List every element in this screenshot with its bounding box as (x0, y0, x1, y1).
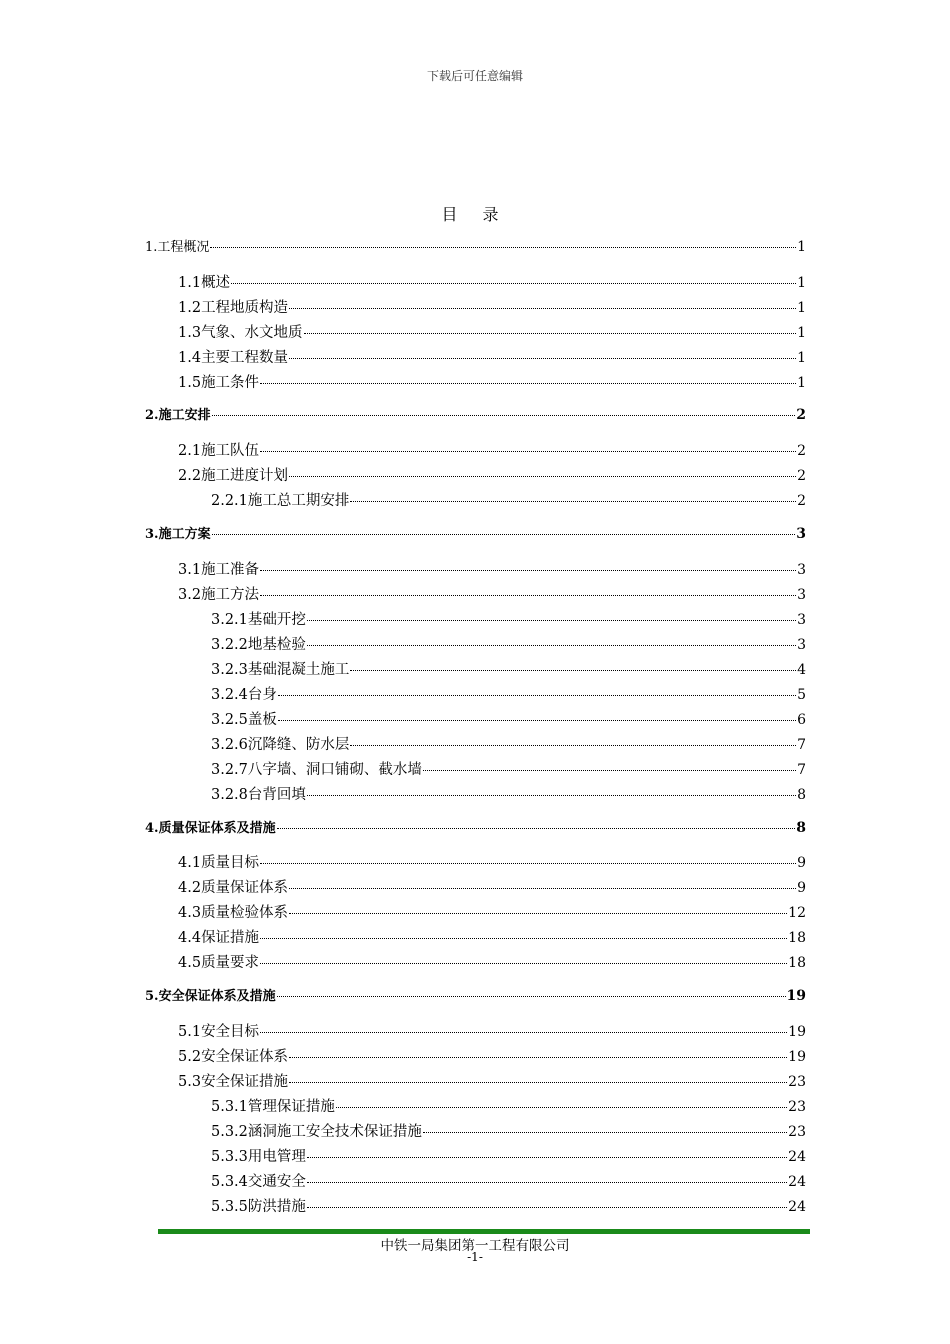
toc-entry-page: 7 (797, 762, 806, 778)
toc-entry-number: 2.2 (178, 468, 202, 484)
toc-dot-leader (307, 644, 796, 646)
toc-entry-number: 1.1 (178, 275, 202, 291)
toc-entry[interactable] (145, 985, 806, 1004)
toc-entry-title: 施工条件 (201, 375, 260, 391)
toc-entry[interactable] (178, 951, 806, 972)
toc-entry-page: 23 (788, 1124, 806, 1140)
toc-dot-leader (260, 569, 796, 571)
toc-entry-title: 沉降缝、防水层 (247, 737, 350, 753)
toc-entry-page: 9 (797, 855, 806, 871)
toc-entry[interactable] (211, 489, 806, 510)
toc-entry[interactable] (178, 1020, 806, 1041)
toc-entry-title: 施工方法 (201, 587, 260, 603)
toc-entry[interactable] (178, 851, 806, 872)
toc-entry-number: 3.2 (178, 587, 202, 603)
toc-dot-leader (304, 332, 797, 334)
toc-entry-number: 3.2.7 (211, 762, 248, 778)
toc-dot-leader (350, 669, 796, 671)
toc-dot-leader (260, 382, 796, 384)
toc-entry-title: 盖板 (247, 712, 277, 728)
toc-dot-leader (278, 719, 796, 721)
toc-entry-page: 12 (788, 905, 806, 921)
toc-dot-leader (307, 1181, 787, 1183)
toc-entry-title: 施工准备 (201, 562, 260, 578)
toc-entry-page: 1 (797, 350, 806, 366)
toc-entry-page: 2 (797, 493, 806, 509)
footer-company: 中铁一局集团第一工程有限公司 (380, 1238, 570, 1254)
toc-dot-leader (260, 450, 796, 452)
toc-entry-title: 基础开挖 (247, 612, 306, 628)
toc-dot-leader (231, 282, 796, 284)
toc-entry[interactable] (178, 583, 806, 604)
toc-entry-number: 1.5 (178, 375, 202, 391)
toc-entry-title: 概述 (201, 275, 231, 291)
toc-entry-number: 1. (145, 240, 158, 255)
toc-entry-number: 1.2 (178, 300, 202, 316)
toc-entry-number: 5.3.1 (211, 1099, 248, 1115)
toc-entry-page: 3 (797, 612, 806, 628)
toc-entry-title: 质量检验体系 (201, 905, 289, 921)
toc-entry[interactable] (211, 1095, 806, 1116)
toc-entry-page: 2 (797, 468, 806, 484)
toc-entry-page: 3 (796, 526, 806, 542)
toc-entry-number: 4.5 (178, 955, 202, 971)
toc-entry-title: 质量目标 (201, 855, 260, 871)
toc-entry-page: 3 (797, 637, 806, 653)
toc-entry-number: 3.2.3 (211, 662, 248, 678)
toc-entry-page: 24 (788, 1199, 806, 1215)
toc-entry-title: 工程地质构造 (201, 300, 289, 316)
toc-entry-number: 4.1 (178, 855, 202, 871)
toc-entry-title: 施工总工期安排 (247, 493, 350, 509)
toc-entry-page: 8 (797, 787, 806, 803)
page-number: -1- (467, 1250, 483, 1264)
toc-entry-title: 保证措施 (201, 930, 260, 946)
toc-entry-page: 6 (797, 712, 806, 728)
toc-dot-leader (423, 769, 796, 771)
toc-entry[interactable] (178, 371, 806, 392)
toc-entry-page: 2 (797, 443, 806, 459)
toc-entry[interactable] (178, 346, 806, 367)
toc-entry-number: 3.2.5 (211, 712, 248, 728)
toc-dot-leader (336, 1106, 787, 1108)
toc-entry-page: 3 (797, 562, 806, 578)
toc-entry-page: 4 (797, 662, 806, 678)
toc-entry-number: 3. (145, 527, 159, 542)
toc-entry[interactable] (178, 558, 806, 579)
toc-entry-number: 5.3 (178, 1074, 202, 1090)
toc-entry-page: 1 (797, 275, 806, 291)
toc-dot-leader (350, 500, 796, 502)
toc-entry-title: 质量保证体系及措施 (158, 821, 276, 836)
toc-entry[interactable] (178, 439, 806, 460)
toc-entry-number: 1.3 (178, 325, 202, 341)
toc-entry-page: 5 (797, 687, 806, 703)
toc-entry-page: 23 (788, 1099, 806, 1115)
toc-entry[interactable] (211, 708, 806, 729)
toc-dot-leader (307, 794, 796, 796)
toc-entry-title: 安全目标 (201, 1024, 260, 1040)
toc-entry-page: 24 (788, 1174, 806, 1190)
toc-entry-title: 台背回填 (247, 787, 306, 803)
toc-entry-page: 3 (797, 587, 806, 603)
toc-entry-page: 1 (797, 325, 806, 341)
toc-entry-number: 5.3.2 (211, 1124, 248, 1140)
toc-entry[interactable] (211, 1145, 806, 1166)
toc-entry-title: 主要工程数量 (201, 350, 289, 366)
toc-entry-page: 23 (788, 1074, 806, 1090)
toc-entry-page: 9 (797, 880, 806, 896)
toc-entry-number: 4.3 (178, 905, 202, 921)
toc-entry[interactable] (178, 1070, 806, 1091)
toc-entry-page: 19 (788, 1049, 806, 1065)
toc-entry-title: 安全保证体系及措施 (158, 989, 276, 1004)
toc-dot-leader (289, 1081, 787, 1083)
toc-entry-page: 2 (796, 407, 806, 423)
toc-entry[interactable] (211, 758, 806, 779)
toc-dot-leader (260, 1031, 787, 1033)
toc-entry[interactable] (211, 1195, 806, 1216)
toc-entry-title: 交通安全 (247, 1174, 306, 1190)
toc-dot-leader (289, 1056, 787, 1058)
toc-entry[interactable] (211, 683, 806, 704)
toc-dot-leader (423, 1131, 787, 1133)
toc-entry-page: 1 (797, 375, 806, 391)
toc-entry-title: 涵洞施工安全技术保证措施 (247, 1124, 422, 1140)
toc-entry-page: 1 (797, 239, 806, 255)
toc-entry-page: 18 (788, 930, 806, 946)
toc-entry-number: 3.2.2 (211, 637, 248, 653)
toc-entry[interactable] (211, 658, 806, 679)
toc-entry[interactable] (178, 926, 806, 947)
toc-dot-leader (307, 1156, 787, 1158)
toc-dot-leader (307, 1206, 787, 1208)
toc-entry-number: 2. (145, 408, 159, 423)
toc-entry-number: 5.3.5 (211, 1199, 248, 1215)
toc-entry-number: 4.4 (178, 930, 202, 946)
toc-entry-title: 质量要求 (201, 955, 260, 971)
toc-entry-title: 管理保证措施 (247, 1099, 335, 1115)
toc-entry-title: 安全保证措施 (201, 1074, 289, 1090)
toc-entry[interactable] (178, 271, 806, 292)
toc-entry-title: 基础混凝土施工 (247, 662, 350, 678)
toc-entry-title: 防洪措施 (247, 1199, 306, 1215)
toc-entry-number: 4. (145, 821, 159, 836)
toc-dot-leader (212, 533, 796, 535)
toc-entry[interactable] (211, 783, 806, 804)
toc-entry[interactable] (145, 817, 806, 836)
toc-entry-number: 1.4 (178, 350, 202, 366)
toc-entry-title: 施工方案 (158, 527, 211, 542)
toc-entry[interactable] (178, 321, 806, 342)
toc-entry-title: 八字墙、洞口铺砌、截水墙 (247, 762, 422, 778)
toc-entry[interactable] (211, 608, 806, 629)
toc-entry-title: 施工队伍 (201, 443, 260, 459)
toc-entry-page: 19 (788, 1024, 806, 1040)
toc-entry-number: 2.1 (178, 443, 202, 459)
toc-dot-leader (260, 962, 787, 964)
toc-dot-leader (289, 307, 796, 309)
toc-dot-leader (212, 414, 796, 416)
toc-dot-leader (278, 694, 796, 696)
toc-entry[interactable] (178, 901, 806, 922)
toc-entry-title: 工程概况 (157, 240, 210, 255)
toc-dot-leader (289, 357, 796, 359)
toc-entry-title: 气象、水文地质 (201, 325, 303, 341)
toc-entry-title: 施工进度计划 (201, 468, 289, 484)
toc-dot-leader (260, 937, 787, 939)
toc-entry[interactable] (211, 1120, 806, 1141)
toc-entry-title: 施工安排 (158, 408, 211, 423)
toc-entry-number: 3.2.6 (211, 737, 248, 753)
toc-entry-number: 3.1 (178, 562, 202, 578)
toc-entry[interactable] (145, 523, 806, 542)
toc-entry[interactable] (211, 633, 806, 654)
toc-entry[interactable] (145, 404, 806, 423)
toc-entry[interactable] (178, 876, 806, 897)
toc-entry[interactable] (178, 296, 806, 317)
toc-entry-title: 台身 (247, 687, 277, 703)
toc-entry[interactable] (145, 236, 806, 255)
toc-dot-leader (289, 887, 796, 889)
toc-entry[interactable] (178, 464, 806, 485)
toc-entry-page: 19 (786, 988, 806, 1004)
header-note: 下载后可任意编辑 (426, 69, 523, 83)
toc-entry-title: 质量保证体系 (201, 880, 289, 896)
toc-entry-page: 18 (788, 955, 806, 971)
toc-entry-number: 2.2.1 (211, 493, 248, 509)
toc-dot-leader (260, 862, 796, 864)
toc-entry[interactable] (211, 733, 806, 754)
toc-entry-number: 3.2.4 (211, 687, 248, 703)
toc-dot-leader (289, 912, 787, 914)
toc-dot-leader (210, 246, 796, 248)
toc-entry-number: 5.3.3 (211, 1149, 248, 1165)
toc-entry-number: 3.2.8 (211, 787, 248, 803)
toc-entry[interactable] (211, 1170, 806, 1191)
toc-entry-page: 7 (797, 737, 806, 753)
toc-dot-leader (260, 594, 796, 596)
toc-title: 目 录 (441, 205, 509, 224)
toc-entry-page: 1 (797, 300, 806, 316)
toc-entry-number: 5. (145, 989, 159, 1004)
toc-dot-leader (289, 475, 796, 477)
toc-entry-number: 5.3.4 (211, 1174, 248, 1190)
toc-entry-number: 5.2 (178, 1049, 202, 1065)
toc-entry-title: 用电管理 (247, 1149, 306, 1165)
toc-entry-title: 地基检验 (247, 637, 306, 653)
toc-entry-page: 8 (796, 820, 806, 836)
toc-dot-leader (350, 744, 796, 746)
toc-dot-leader (307, 619, 796, 621)
toc-dot-leader (277, 995, 786, 997)
toc-entry-number: 3.2.1 (211, 612, 248, 628)
toc-entry[interactable] (178, 1045, 806, 1066)
toc-dot-leader (277, 827, 796, 829)
toc-entry-number: 4.2 (178, 880, 202, 896)
toc-entry-title: 安全保证体系 (201, 1049, 289, 1065)
toc-entry-page: 24 (788, 1149, 806, 1165)
toc-entry-number: 5.1 (178, 1024, 202, 1040)
